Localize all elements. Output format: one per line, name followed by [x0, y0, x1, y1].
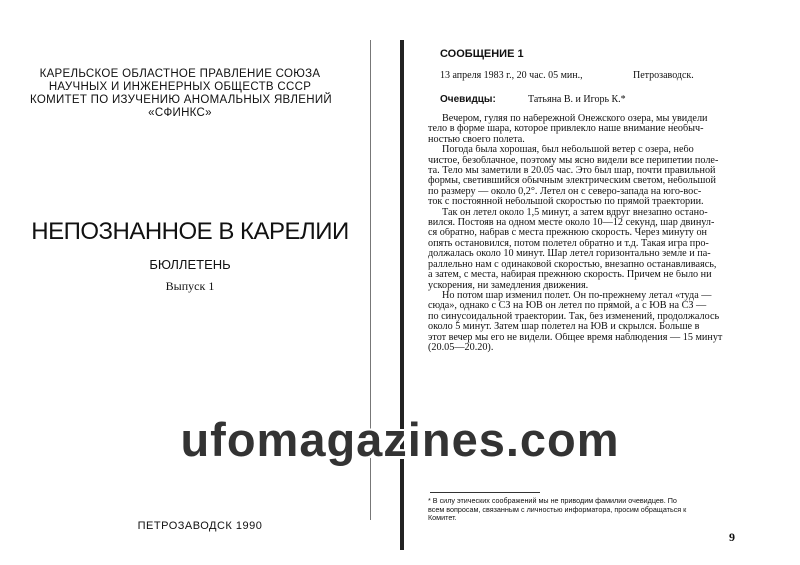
body-line: Вечером, гуляя по набережной Онежского озера, мы увидели	[442, 114, 708, 124]
witness-names: Татьяна В. и Игорь К.*	[528, 94, 626, 105]
body-line: Погода была хорошая, был небольшой ветер с озера, небо	[442, 145, 694, 156]
body-line: а затем, с места, набирая прежнюю скорость. Причем не было ни	[428, 270, 712, 281]
footnote-line: всем вопросам, связанным с личностью информатора, просим обращаться к	[428, 504, 687, 514]
body-line: (20.05—20.20).	[428, 342, 494, 353]
body-line: формы, светившийся обычным электрическим светом, небольшой	[428, 176, 716, 187]
body-line: ток с постоянной небольшой скоростью по прямой траектории.	[428, 197, 704, 208]
report-place: Петрозаводск.	[633, 70, 694, 81]
issue-number: Выпуск 1	[165, 279, 215, 293]
report-body	[428, 114, 746, 353]
site-watermark: ufomagazines.com	[180, 413, 620, 466]
body-line: раллельно нам с одинаковой скоростью, внезапно останавливаясь,	[428, 259, 717, 270]
body-line: по синусоидальной траектории. Так, без изменений, продолжалось	[428, 311, 720, 322]
body-line: ся обратно, набрав с места прежнюю скорость. Через минуту он	[428, 228, 707, 239]
report-date: 13 апреля 1983 г., 20 час. 05 мин.,	[440, 70, 583, 81]
org-line: КАРЕЛЬСКОЕ ОБЛАСТНОЕ ПРАВЛЕНИЕ СОЮЗА	[39, 68, 321, 80]
message-heading: СООБЩЕНИЕ 1	[440, 48, 524, 60]
body-line: Но потом шар изменил полет. Он по-прежнему летал «туда —	[442, 290, 712, 301]
witness-label: Очевидцы:	[440, 94, 496, 105]
footnote-line: * В силу этических соображений мы не приводим фамилии очевидцев. По	[428, 496, 677, 505]
footnote-rule	[430, 492, 540, 493]
org-line: «СФИНКС»	[148, 107, 212, 119]
body-line: должалась около 10 минут. Шар летел горизонтально земле и па-	[428, 249, 711, 260]
body-line: ускорения, ни замедления движения.	[428, 280, 589, 291]
body-line: опять остановился, потом полетел обратно и т.д. Такая игра про-	[428, 238, 709, 249]
left-page	[0, 0, 390, 565]
body-line: около 5 минут. Затем шар полетел на ЮВ и скрылся. Больше в	[428, 322, 700, 333]
body-line: по размеру — около 0,2°. Летел он с северо-запада на юго-вос-	[428, 186, 702, 197]
body-line: сюда», однако с СЗ на ЮВ он летел по прямой, а с ЮВ на СЗ —	[428, 301, 707, 312]
footnote	[428, 497, 748, 523]
body-line: чистое, безоблачное, поэтому мы ясно видели все перипетии поле-	[428, 155, 719, 166]
body-line: вился. Постояв на одном месте около 10—12 секунд, шар двинул-	[428, 218, 715, 229]
body-line: тело в форме шара, которое привлекло наше внимание необыч-	[428, 124, 704, 135]
body-line: этот вечер мы его не видели. Общее время наблюдения — 15 минут	[428, 332, 723, 343]
body-line: та. Тело мы заметили в 20.05 час. Это был шар, почти правильной	[428, 166, 716, 177]
footnote-line: Комитет.	[428, 513, 457, 523]
org-line: КОМИТЕТ ПО ИЗУЧЕНИЮ АНОМАЛЬНЫХ ЯВЛЕНИЙ	[30, 94, 332, 106]
body-line: Так он летел около 1,5 минут, а затем вдруг внезапно остано-	[442, 207, 708, 218]
org-line: НАУЧНЫХ И ИНЖЕНЕРНЫХ ОБЩЕСТВ СССР	[48, 81, 312, 93]
imprint-city-year: ПЕТРОЗАВОДСК 1990	[137, 520, 263, 532]
bulletin-title: НЕПОЗНАННОЕ В КАРЕЛИИ	[31, 218, 349, 245]
bulletin-subtitle: БЮЛЛЕТЕНЬ	[149, 257, 231, 272]
page-number: 9	[729, 530, 735, 544]
organization-heading	[30, 68, 330, 120]
body-line: ностью своего полета.	[428, 134, 525, 145]
